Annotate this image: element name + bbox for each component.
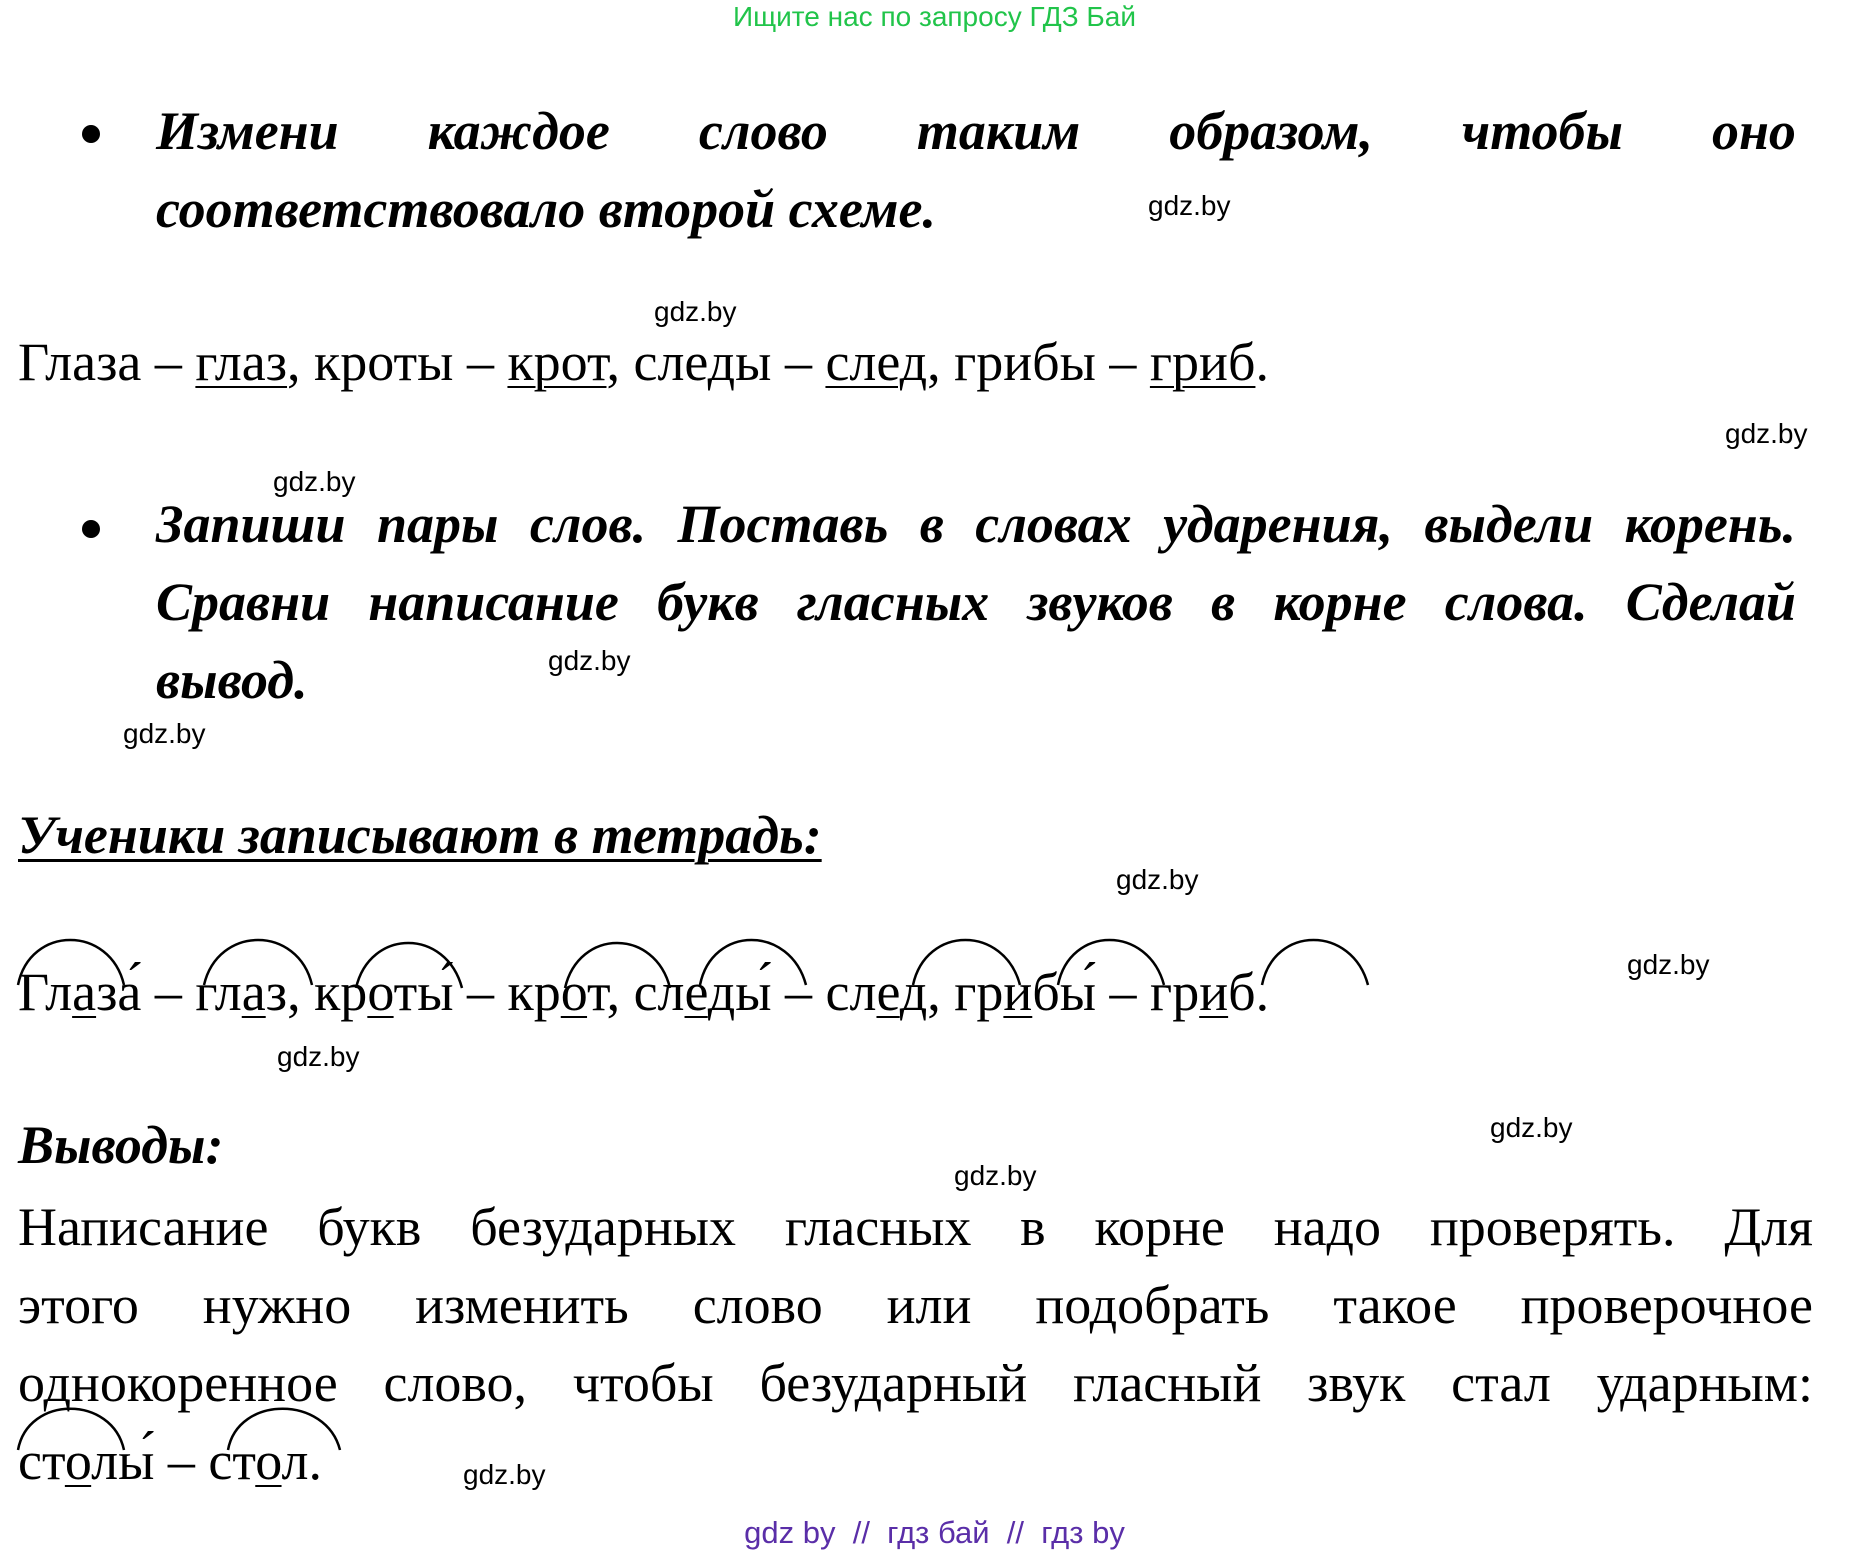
conclusions-heading: Выводы: — [18, 1115, 224, 1175]
watermark: gdz.by — [1116, 864, 1199, 895]
watermark: gdz.by — [654, 296, 737, 327]
task-1 — [156, 92, 1796, 248]
footer-links[interactable]: gdz by // гдз бай // гдз by — [744, 1515, 1125, 1550]
watermark: gdz.by — [1725, 418, 1808, 449]
task-2-line-1: Запиши пары слов. Поставь в словах ударения, выдели корень. — [156, 494, 1796, 554]
watermark: gdz.by — [273, 466, 356, 497]
conclusion-line-3: однокоренное слово, чтобы безударный гласный звук стал ударным: — [18, 1353, 1813, 1413]
task-2-line-3: вывод. — [156, 650, 308, 710]
word-pairs-2: Глаза́ – глаз, кроты́ – крот, следы́ – след, грибы́ – гриб. — [18, 962, 1270, 1022]
task-2 — [156, 485, 1796, 719]
notebook-heading: Ученики записывают в тетрадь: — [18, 805, 822, 865]
watermark: gdz.by — [548, 645, 631, 676]
watermark: gdz.by — [277, 1041, 360, 1072]
watermark: gdz.by — [954, 1160, 1037, 1191]
root-arc — [1262, 940, 1368, 985]
watermark: gdz.by — [123, 718, 206, 749]
bullet — [82, 520, 100, 538]
bullet — [82, 125, 100, 143]
conclusion-example: столы́ – стол. — [18, 1431, 322, 1491]
word-pairs-1: Глаза – глаз, кроты – крот, следы – след, грибы – гриб. — [18, 332, 1269, 392]
task-1-line-2: соответствовало второй схеме. — [156, 179, 936, 239]
watermark: gdz.by — [1490, 1112, 1573, 1143]
conclusion-line-1: Написание букв безударных гласных в корне надо проверять. Для — [18, 1197, 1813, 1257]
task-1-line-1: Измени каждое слово таким образом, чтобы оно — [156, 101, 1796, 161]
conclusion-text — [18, 1188, 1813, 1500]
top-banner[interactable]: Ищите нас по запросу ГДЗ Бай — [732, 1, 1137, 32]
conclusion-line-2: этого нужно изменить слово или подобрать такое проверочное — [18, 1275, 1813, 1335]
watermark: gdz.by — [1148, 190, 1231, 221]
task-2-line-2: Сравни написание букв гласных звуков в корне слова. Сделай — [156, 572, 1796, 632]
watermark: gdz.by — [1627, 949, 1710, 980]
watermark: gdz.by — [463, 1459, 546, 1490]
